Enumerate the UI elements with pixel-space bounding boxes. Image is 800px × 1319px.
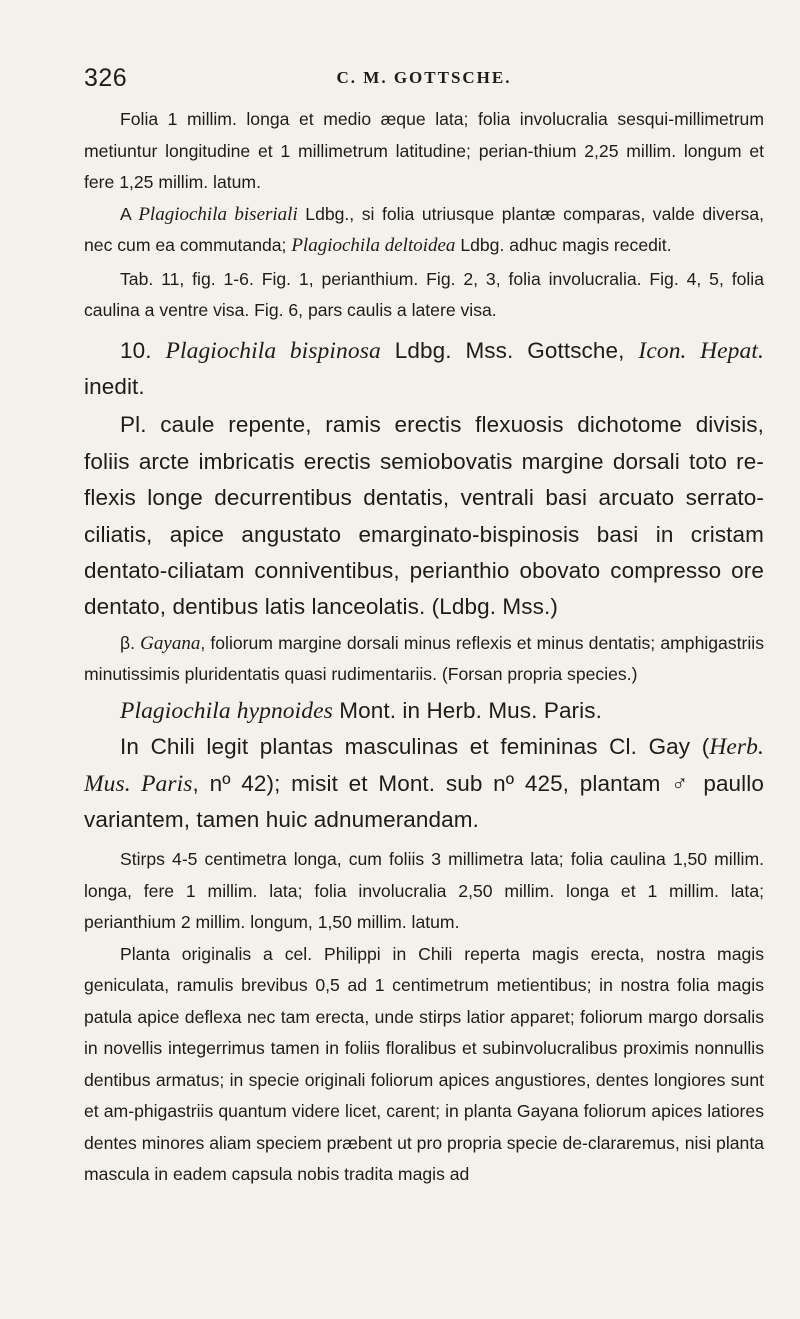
species-name-bispinosa: Plagiochila bispinosa — [165, 337, 381, 364]
paragraph-figure-legend: Tab. 11, fig. 1-6. Fig. 1, perianthium. Fig. 2, 3, folia involucralia. Fig. 4, 5, folia caulina a ventre visa. Fig. 6, pars caulis a latere visa. — [84, 268, 764, 320]
page — [84, 64, 764, 1191]
paragraph-collection — [84, 729, 764, 838]
p2-text-b: Ldbg., si folia utriusque plantæ comparas, valde diversa, nec cum ea commutanda; — [84, 203, 764, 255]
paragraph-leaf-dimensions: Folia 1 millim. longa et medio æque lata; folia involucralia sesqui-millimetrum metiuntur longitudine et 1 millimetrum latitudine; perian-thium 2,25 millim. longum et fere 1,25 millim. latum. — [84, 109, 764, 192]
p6-text-a: β. — [120, 632, 141, 653]
p4-text-c: inedit. — [84, 373, 145, 399]
synonym-line — [84, 693, 764, 729]
page-number: 326 — [84, 64, 128, 92]
p2-text-c: Ldbg. adhuc magis recedit. — [455, 235, 672, 255]
p7-text-b: Mont. in Herb. Mus. Paris. — [332, 697, 602, 723]
paragraph-diagnosis: Pl. caule repente, ramis erectis flexuosis dichotome divisis, foliis arcte imbricatis erectis semiobovatis margine dorsali toto re-flexis longe decurrentibus dentatis, ventrali basi arcuato serrato-ciliatis, apice angustato emarginato-bispinosis basi in cristam dentato-ciliatam conniventibus, perianthio obovato compresso ore dentato, dentibus latis lanceolatis. (Ldbg. Mss.) — [84, 412, 764, 620]
paragraph-measurements: Stirps 4-5 centimetra longa, cum foliis 3 millimetra lata; folia caulina 1,50 millim. longa, fere 1 millim. lata; folia involucralia 2,50 millim. longa et 1 millim. lata; perianthium 2 millim. longum, 1,50 millim. latum. — [84, 849, 764, 933]
running-head: C. M. GOTTSCHE. — [336, 68, 512, 87]
herbarium-name: Herb. Mus. Paris — [84, 734, 764, 797]
p2-text-a: A — [120, 203, 139, 224]
p8-text-b: , nº 42); misit et Mont. sub nº 425, plantam ♂ paullo variantem, tamen huic adnumerandam. — [84, 770, 764, 832]
p4-text-b: Ldbg. Mss. Gottsche, — [380, 337, 639, 363]
p8-text-a: In Chili legit plantas masculinas et femininas Cl. Gay ( — [120, 734, 710, 760]
work-title-icon-hepat: Icon. Hepat. — [638, 337, 764, 364]
species-name-biseriali: Plagiochila biseriali — [138, 203, 298, 225]
p4-text-a: 10. — [120, 337, 166, 363]
paragraph-discussion: Planta originalis a cel. Philippi in Chili reperta magis erecta, nostra magis geniculata, ramulis brevibus 0,5 ad 1 centimetrum metientibus; in nostra folia magis patula apice deflexa nec tam erecta, unde stirps latior apparet; foliorum margo dorsalis in novellis integerrimus tamen in foliis floralibus et subinvolucralibus proximis nonnullis dentibus armatus; in specie originali foliorum apices angustiores, dentes longiores sunt et am-phigastriis quantum videre licet, carent; in planta Gayana foliorum apices latiores dentes minores aliam speciem præbent ut pro propria specie de-clararemus, nisi planta mascula in eadem capsula nobis tradita magis ad — [84, 943, 764, 1185]
page-header — [84, 64, 764, 104]
p6-text-b: , foliorum margine dorsali minus reflexis et minus dentatis; amphigastriis minutissimis pluridentatis quasi rudimentariis. (Forsan propria species.) — [84, 632, 764, 685]
paragraph-variety-gayana — [84, 628, 764, 691]
species-heading — [84, 333, 764, 406]
paragraph-comparison — [84, 199, 764, 262]
variety-name-gayana: Gayana — [140, 632, 201, 654]
species-name-hypnoides: Plagiochila hypnoides — [120, 697, 333, 724]
species-name-deltoidea: Plagiochila deltoidea — [291, 235, 456, 256]
